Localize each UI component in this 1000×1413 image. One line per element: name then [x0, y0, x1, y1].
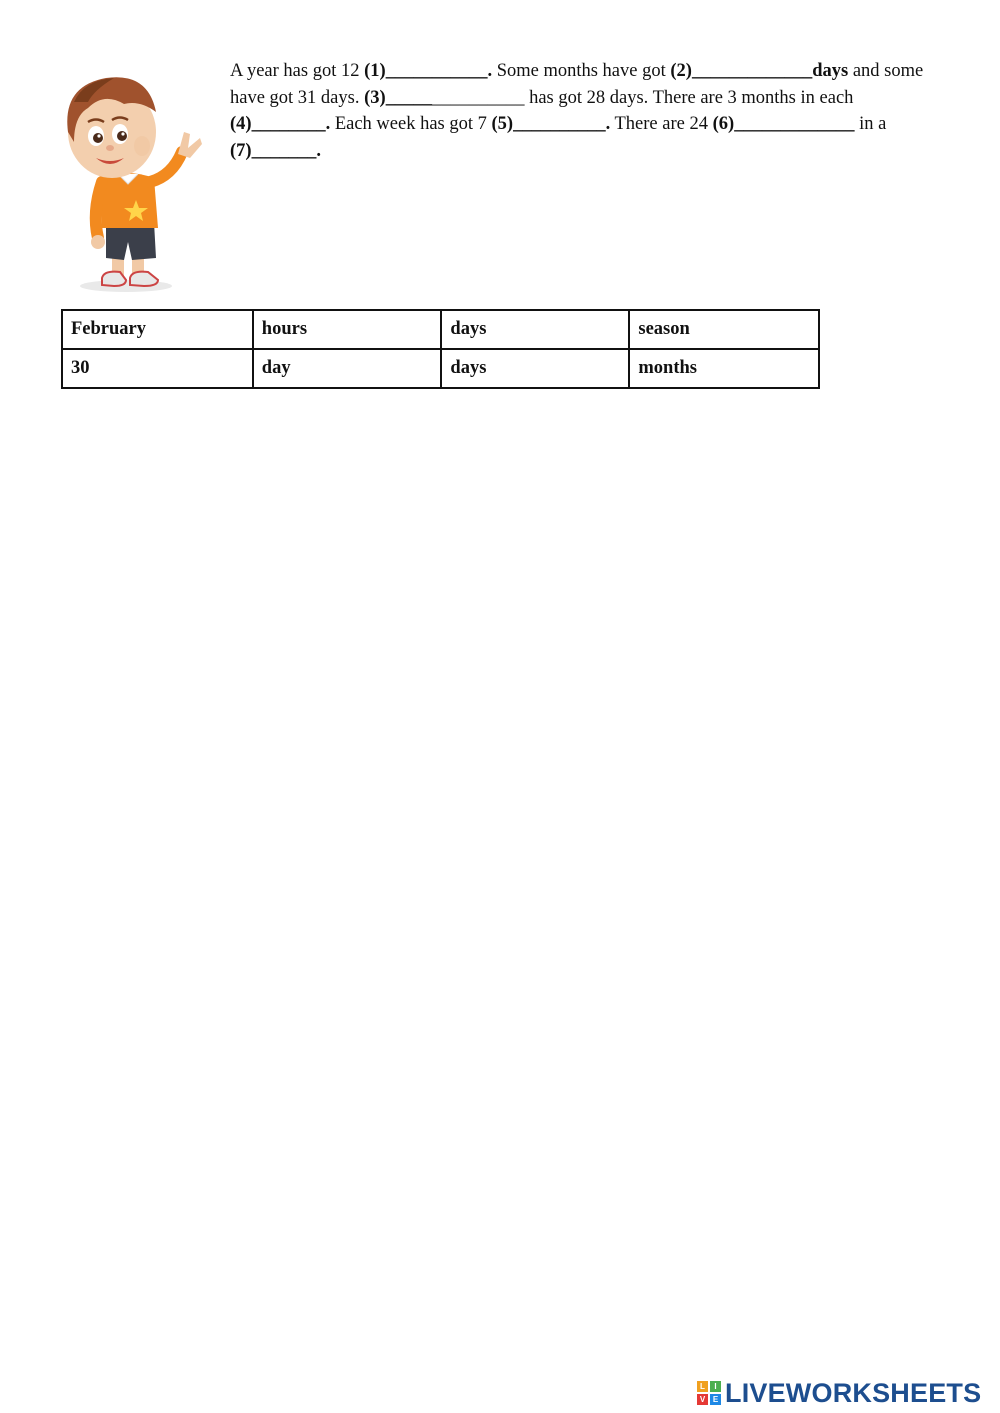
passage-text: has got 28 days. There are 3 months in each	[524, 87, 854, 108]
passage-text: There are 24	[610, 114, 713, 135]
fill-in-the-blanks-passage	[230, 58, 950, 165]
word-bank-word[interactable]: day	[253, 349, 442, 388]
blank-3-extension[interactable]: __________	[431, 87, 525, 108]
word-bank-row	[62, 310, 819, 349]
word-bank-word[interactable]: days	[441, 310, 629, 349]
boy-illustration	[44, 72, 204, 294]
blank-6[interactable]: _____________	[734, 114, 855, 135]
blank-number-4: (4)	[230, 114, 252, 135]
logo-tile: E	[710, 1394, 721, 1405]
blank-number-2: (2)	[670, 61, 692, 81]
word-bank-word[interactable]: 30	[62, 349, 253, 388]
blank-3[interactable]: _____	[385, 87, 432, 108]
passage-text: A year has got 12	[230, 61, 365, 81]
blank-number-7: (7)	[230, 141, 252, 162]
blank-2[interactable]: _____________	[691, 61, 813, 81]
liveworksheets-logo-icon	[697, 1381, 721, 1405]
passage-text: and some have got 31 days.	[230, 61, 924, 108]
word-bank-word[interactable]: season	[629, 310, 819, 349]
word-bank-word[interactable]: hours	[253, 310, 442, 349]
liveworksheets-logo	[697, 1376, 981, 1410]
word-bank-table	[61, 309, 820, 389]
word-bank-word[interactable]: months	[629, 349, 819, 388]
blank-number-1: (1)	[364, 61, 386, 81]
blank-4[interactable]: ________.	[251, 114, 331, 135]
liveworksheets-logo-text: LIVEWORKSHEETS	[725, 1377, 982, 1408]
blank-number-5: (5)	[491, 114, 514, 135]
passage-text: Each week has got 7	[330, 114, 492, 135]
passage-text: Some months have got	[492, 61, 671, 81]
logo-tile: I	[710, 1381, 721, 1392]
blank-1[interactable]: ___________.	[385, 61, 493, 81]
word-bank-word[interactable]: days	[441, 349, 629, 388]
logo-tile: L	[697, 1381, 708, 1392]
blank-number-6: (6)	[712, 114, 735, 135]
word-bank-word[interactable]: February	[62, 310, 253, 349]
logo-tile: V	[697, 1394, 708, 1405]
blank-7[interactable]: _______.	[251, 141, 321, 162]
word-bank-row	[62, 349, 819, 388]
blank-5[interactable]: __________.	[513, 114, 611, 135]
blank-number-3: (3)	[364, 87, 386, 108]
passage-bold-word: days	[812, 61, 849, 81]
passage-text: in a	[854, 114, 887, 135]
